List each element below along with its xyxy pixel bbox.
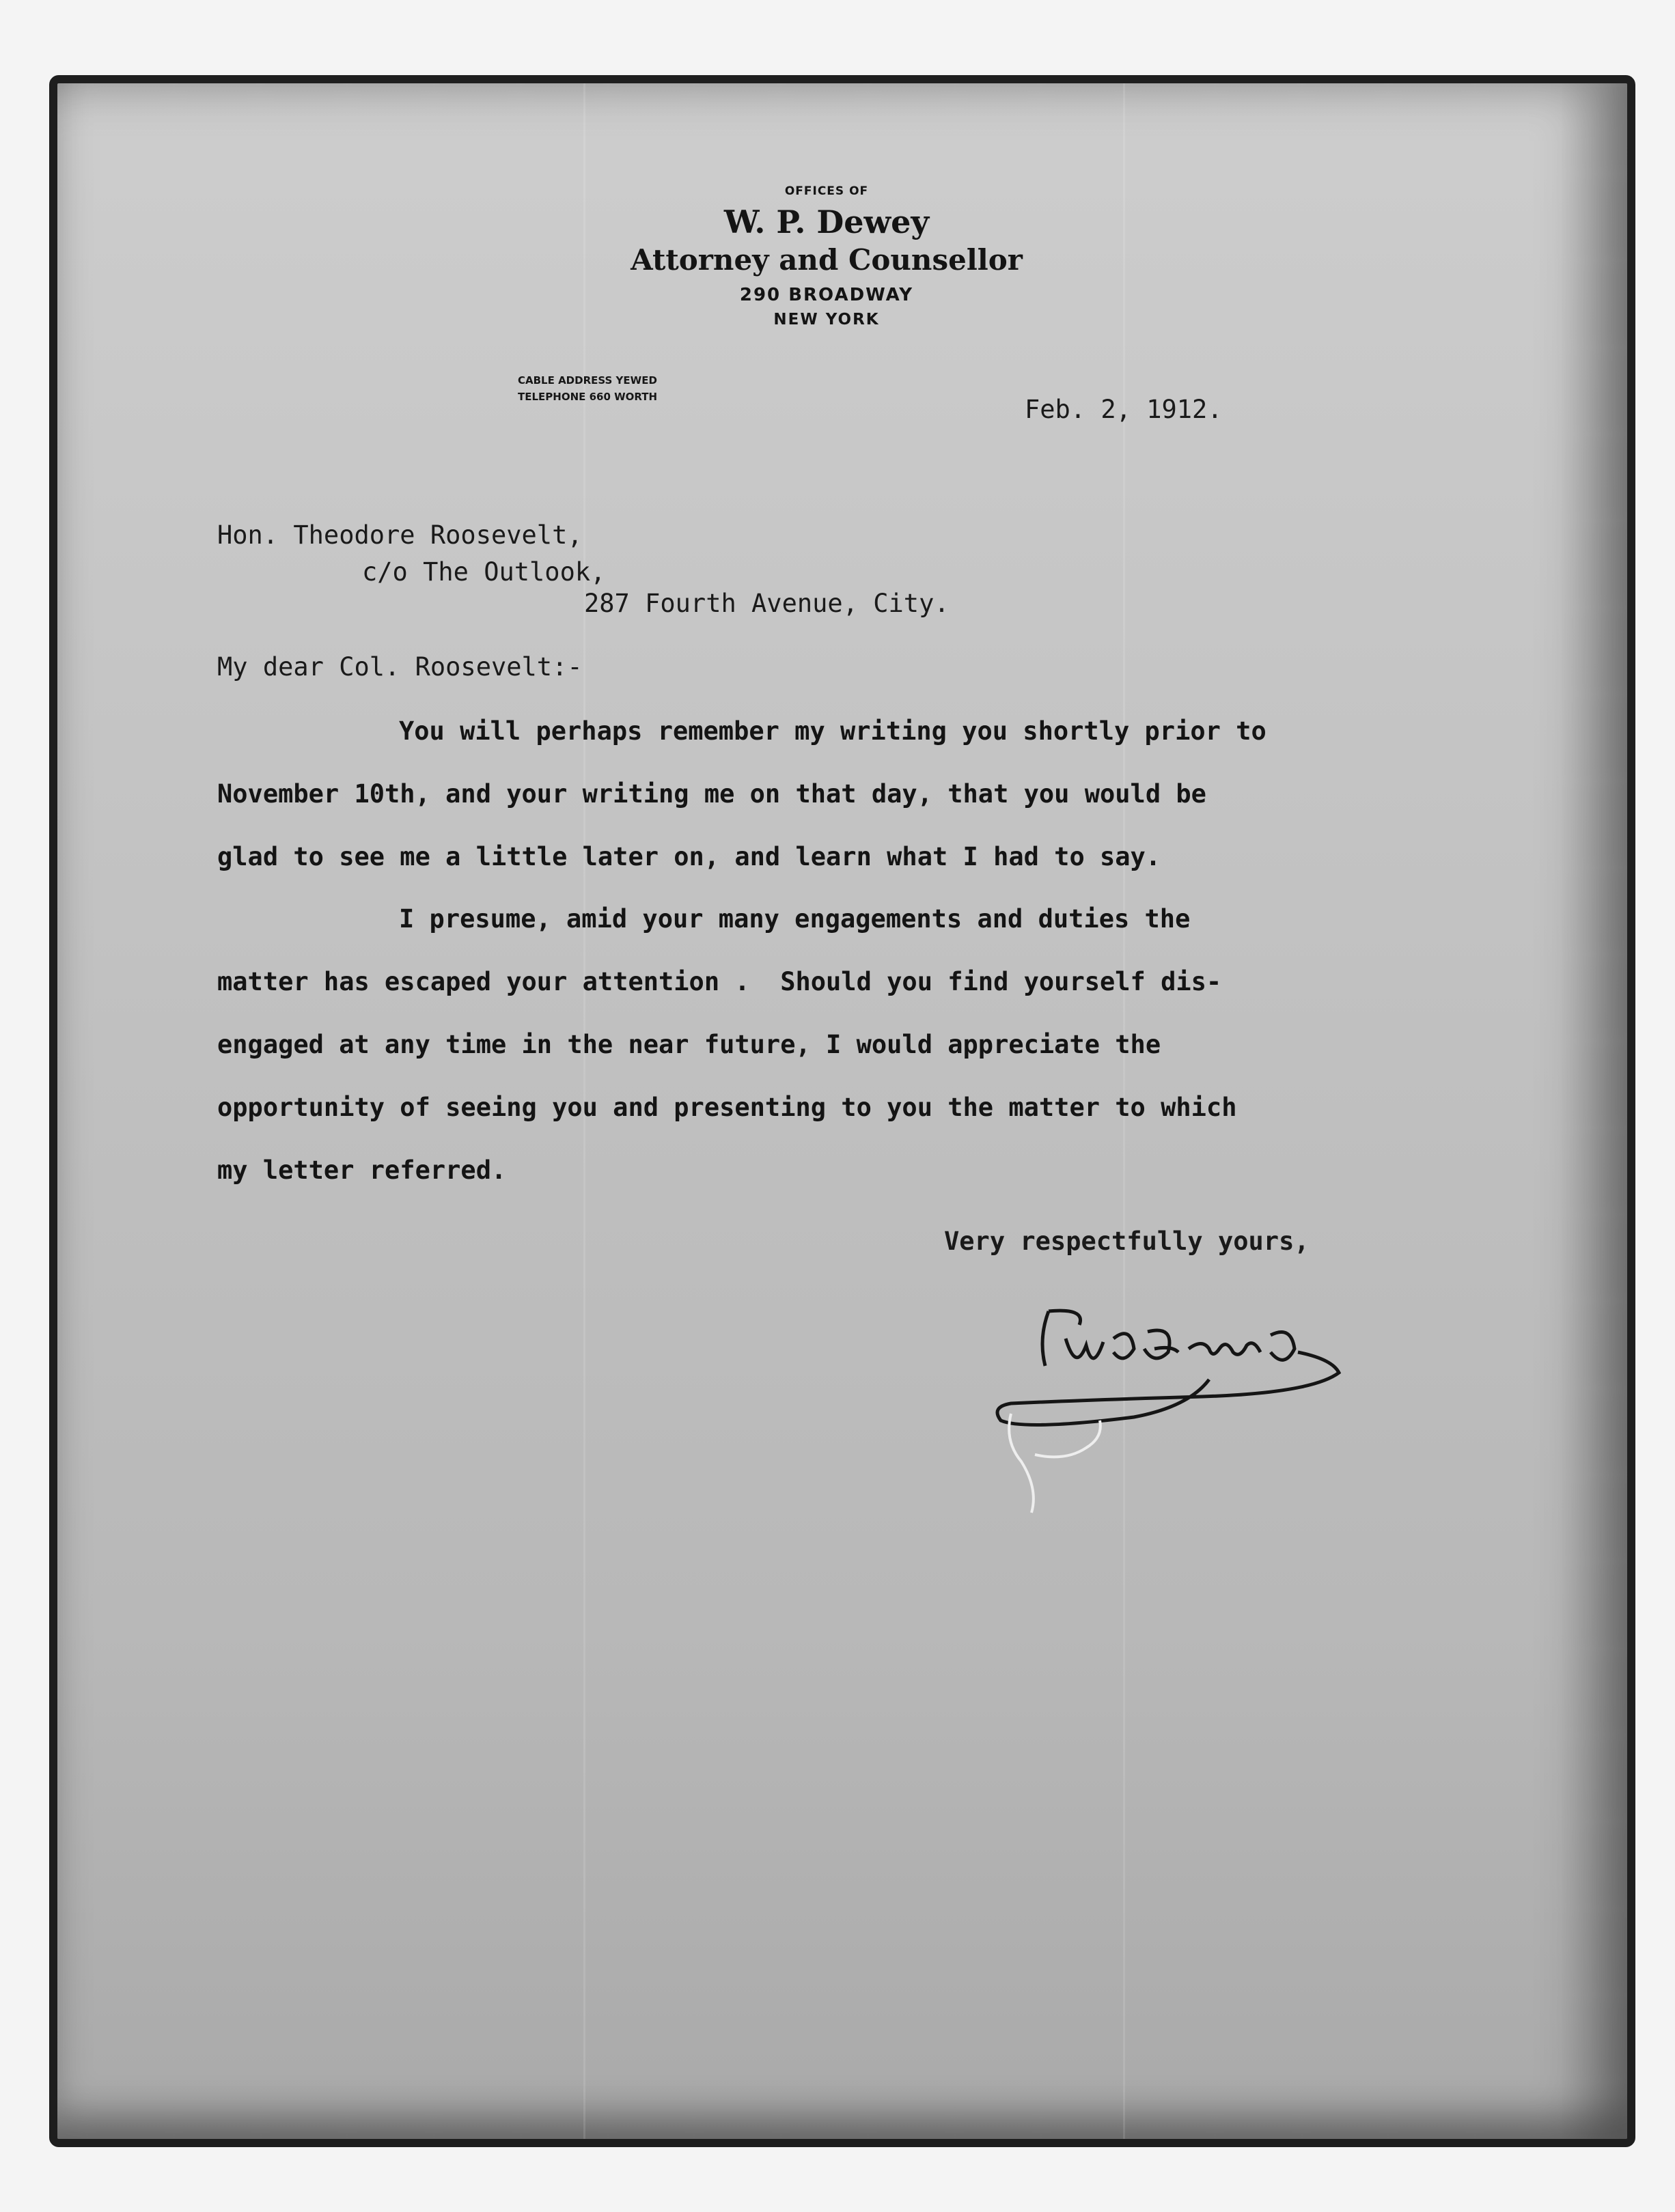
paragraph-line: glad to see me a little later on, and learn what I had to say. [217, 842, 1161, 871]
signature-image [984, 1284, 1366, 1516]
paragraph-line: engaged at any time in the near future, I would appreciate the [217, 1030, 1161, 1059]
cable-address: CABLE ADDRESS YEWED [518, 374, 657, 387]
recipient-line-1: Hon. Theodore Roosevelt, [217, 520, 583, 550]
recipient-line-2: c/o The Outlook, [362, 557, 606, 587]
paragraph-1 [217, 700, 1266, 888]
letterhead-contact [518, 372, 657, 405]
paragraph-line: You will perhaps remember my writing you shortly prior to [399, 716, 1266, 746]
paragraph-line: I presume, amid your many engagements and duties the [399, 904, 1191, 934]
letterhead-address: 290 BROADWAY [739, 285, 914, 305]
paragraph-line: November 10th, and your writing me on that day, that you would be [217, 779, 1206, 809]
telephone-number: TELEPHONE 660 WORTH [518, 391, 658, 403]
letterhead-name: W. P. Dewey [723, 204, 930, 240]
letterhead-title: Attorney and Counsellor [631, 243, 1023, 277]
letterhead-city: NEW YORK [773, 311, 880, 328]
recipient-line-3: 287 Fourth Avenue, City. [584, 589, 950, 618]
letterhead [546, 184, 1107, 328]
paragraph-line: my letter referred. [217, 1156, 507, 1185]
paragraph-2 [217, 888, 1236, 1202]
paragraph-line: opportunity of seeing you and presenting to you the matter to which [217, 1093, 1237, 1122]
paragraph-line: matter has escaped your attention . Should you find yourself dis- [217, 967, 1222, 996]
closing: Very respectfully yours, [944, 1227, 1310, 1256]
salutation: My dear Col. Roosevelt:- [217, 652, 583, 682]
letter-date: Feb. 2, 1912. [1025, 395, 1223, 424]
letterhead-offices-of: OFFICES OF [784, 184, 869, 198]
